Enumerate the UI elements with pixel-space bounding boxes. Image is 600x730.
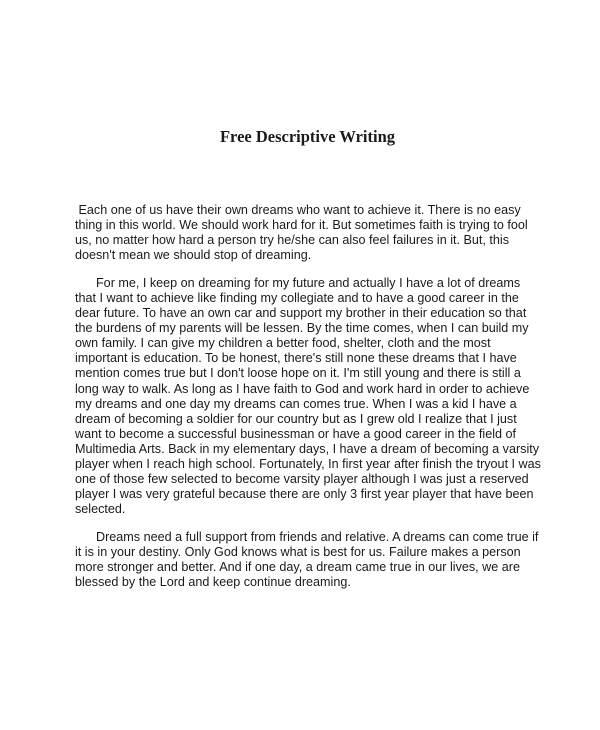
paragraph-1 [75,203,555,263]
paragraph-line: Dreams need a full support from friends and relative. A dreams can come true if [75,529,539,544]
paragraph-line: For me, I keep on dreaming for my future and actually I have a lot of dreams [75,276,521,291]
paragraph-line: my dreams and one day my dreams can comes true. When I was a kid I have a [75,396,517,411]
paragraph-line: dear future. To have an own car and support my brother in their education so that [75,306,527,321]
paragraph-line: mention comes true but I don't loose hope on it. I'm still young and there is still a [75,366,521,381]
paragraph-line: thing in this world. We should work hard for it. But sometimes faith is trying to fool [75,218,528,233]
paragraph-line: Each one of us have their own dreams who want to achieve it. There is no easy [75,203,521,217]
paragraph-line: important is education. To be honest, there's still none these dreams that I have [75,351,517,366]
paragraph-line: us, no matter how hard a person try he/she can also feel failures in it. But, this [75,233,510,248]
paragraph-line: dream of becoming a soldier for our country but as I grew old I realize that I just [75,411,517,426]
paragraph-line: Multimedia Arts. Back in my elementary days, I have a dream of becoming a varsity [75,441,540,456]
paragraph-line: doesn't mean we should stop of dreaming. [75,248,312,263]
paragraph-line: that I want to achieve like finding my collegiate and to have a good career in the [75,291,519,306]
paragraph-line: player I was very grateful because there are only 3 first year player that have been [75,486,534,501]
paragraph-line: own family. I can give my children a better food, shelter, cloth and the most [75,336,491,351]
paragraph-line: player when I reach high school. Fortunately, In first year after finish the tryout I was [75,456,541,471]
document-body [75,203,555,603]
paragraph-line: it is in your destiny. Only God knows what is best for us. Failure makes a person [75,544,521,559]
paragraph-line: blessed by the Lord and keep continue dreaming. [75,575,351,590]
document-title: Free Descriptive Writing [219,127,396,146]
paragraph-line: selected. [75,501,126,516]
paragraph-3 [75,530,555,590]
paragraph-line: long way to walk. As long as I have faith to God and work hard in order to achieve [75,381,530,396]
paragraph-line: more stronger and better. And if one day, a dream came true in our lives, we are [75,560,520,575]
paragraph-line: the burdens of my parents will be lessen. By the time comes, when I can build my [75,321,529,336]
paragraph-line: want to become a successful businessman or have a good career in the field of [75,426,517,441]
paragraph-2 [75,276,555,517]
paragraph-line: one of those few selected to become varsity player although I was just a reserved [75,471,529,486]
